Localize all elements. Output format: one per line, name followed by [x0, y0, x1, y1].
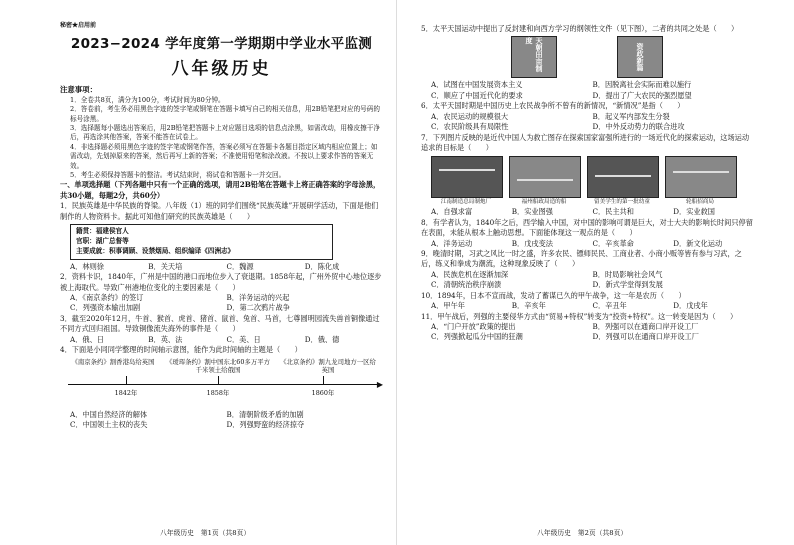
option: A．洋务运动: [431, 238, 473, 248]
option: A．中国自然经济的解体: [70, 409, 148, 419]
notice-item: 3．选择题每小题选出答案后，用2B铅笔把答题卡上对应题目选项的信息点涂黑，如需改动，用橡皮擦干净后，再选涂其他答案，答案不能答在试卷上。: [70, 124, 380, 142]
q5-images: [511, 36, 754, 78]
photo-caption: 江南制造总局制炮厂: [440, 198, 492, 205]
option: B．英、法: [148, 334, 183, 344]
option: C．列强掀起瓜分中国的狂潮: [431, 332, 523, 342]
page-footer: 八年级历史 第2页（共8页）: [537, 529, 628, 537]
timeline-year: 1858年: [206, 388, 230, 397]
question-9: 9．晚清时期，习武之风比一时之盛，许多农民、镖师民民、工商业者、小商小贩等皆有参与习武，之后，练义和拳成为潮流，这种现象反映了（ ）: [421, 248, 742, 269]
option: C．美、日: [226, 334, 261, 344]
option: C．中国领土主权的丧失: [70, 420, 148, 430]
question-11: 11．甲午战后，列强的主要侵华方式由“贸易+特权”转变为“投资+特权”。这一转变是因为（ ）: [421, 311, 738, 321]
notice-item: 1．全卷共8页，满分为100分，考试时间为80分钟。: [70, 96, 225, 104]
option: C．辛丑年: [592, 301, 627, 311]
notice-item: 2．答卷前，考生务必用黑色字迹的签字笔或钢笔在答题卡填写自己的相关信息，用2B铅笔把对应的号码的标号涂黑。: [70, 105, 380, 123]
document-image: [511, 36, 557, 78]
option: D．第二次鸦片战争: [226, 303, 290, 313]
options-q6: [421, 112, 754, 133]
photo-block: [665, 156, 737, 206]
photo-block: [587, 156, 659, 206]
timeline-tick: [323, 376, 324, 384]
card-line: 籍贯：福建侯官人: [76, 226, 129, 235]
secret-mark: 秘密★启用前: [60, 22, 97, 29]
option: A．试图在中国发展资本主义: [431, 80, 523, 90]
option: B．实业图强: [511, 207, 553, 217]
image-text: 资政新篇: [636, 43, 645, 72]
option: D．中外反动势力的联合进攻: [592, 122, 685, 132]
timeline-label: 《北京条约》割九龙司地方一区给英国: [280, 357, 376, 374]
option: A．“门户开放”政策的提出: [431, 322, 516, 332]
section-heading: 一、单项选择题（下列各题中只有一个正确的选项，请用2B铅笔在答题卡上将正确答案的字母涂黑，共30小题，每题2分，共60分）: [60, 180, 381, 200]
option: D．列强可以在通商口岸开设工厂: [592, 332, 699, 342]
options-q4: [60, 410, 383, 431]
timeline-tick: [218, 376, 219, 384]
question-10: 10．1894年，日本不宣而战，发动了蓄谋已久的甲午战争，这一年是农历（ ）: [421, 290, 686, 300]
question-4: 4．下面是小同同学整理的时间轴示意图，能作为此时间轴的主题是（ ）: [60, 345, 302, 355]
question-1: 1．民族英雄是中华民族的脊梁。八年级（1）班的同学们围绕“民族英雄”开展研学活动，下面是他们制作的人物资料卡。据此可知他们研究的民族英雄是（ ）: [60, 201, 379, 221]
timeline-year: 1860年: [311, 388, 335, 397]
option: C．顺应了中国近代化的要求: [431, 90, 523, 100]
option: C．民主共和: [592, 207, 634, 217]
option: D．俄、德: [304, 334, 340, 344]
exam-subtitle: 八年级历史: [171, 59, 272, 79]
timeline-tick: [126, 376, 127, 384]
timeline-label: 《南京条约》割香港岛给英国: [71, 357, 155, 366]
option: A．自强求富: [431, 207, 473, 217]
option: D．提出了广大农民的强烈愿望: [592, 90, 692, 100]
photo-caption: 留美学生的第一批幼童: [594, 198, 650, 205]
arrow-right-icon: ▶: [376, 379, 383, 389]
options-q1: [60, 262, 383, 272]
option: A．林则徐: [70, 261, 104, 271]
option: A．农民运动的规模很大: [431, 111, 509, 121]
timeline-axis: [68, 384, 377, 385]
option: D．新文化运动: [673, 238, 723, 248]
exam-page-2: [397, 0, 794, 545]
option: B．关天培: [148, 261, 183, 271]
options-q7: [421, 207, 754, 217]
photo-caption: 轮船招商局: [686, 198, 714, 205]
page-footer: 八年级历史 第1页（共8页）: [160, 529, 251, 537]
q7-images: [431, 156, 754, 206]
option: B．起义军内部发生分裂: [592, 111, 670, 121]
options-q8: [421, 239, 754, 249]
photo: [587, 156, 659, 198]
option: C．辛亥革命: [592, 238, 634, 248]
photo: [509, 156, 581, 198]
option: B．洋务运动的兴起: [226, 292, 290, 302]
options-q3: [60, 335, 383, 345]
option: C．农民阶级具有局限性: [431, 122, 509, 132]
notice-item: 5．考生必须保持答题卡的整洁。考试结束时，将试卷和答题卡一并交回。: [70, 170, 286, 179]
option: C．列强资本输出加剧: [70, 303, 141, 313]
notice-heading: 注意事项：: [60, 85, 97, 94]
option: B．因脱离社会实际而难以施行: [592, 80, 692, 90]
option: B．时局影响社会风气: [592, 269, 663, 279]
option: A．《南京条约》的签订: [70, 292, 144, 302]
document-image: [617, 36, 663, 78]
option: B．列强可以在通商口岸开设工厂: [592, 322, 699, 332]
photo: [431, 156, 503, 198]
timeline-year: 1842年: [114, 388, 138, 397]
question-8: 8．有学者认为，1840年之后，西学输入中国，对中国的影响可谓是巨大，对士大夫的影响长时间只停留在表面，未能从根本上触动思想。下面能体现这一观点的是（ ）: [421, 217, 753, 238]
option: D．实业救国: [673, 207, 715, 217]
card-line: 官职：湖广总督等: [76, 236, 129, 245]
timeline-label: 《瑷珲条约》割中国东北60多万平方千米领土给俄国: [166, 357, 270, 374]
option: C．魏源: [226, 261, 254, 271]
notice-item: 4．非选择题必须用黑色字迹的签字笔或钢笔作答，答案必须写在答题卡各题目指定区域内相应位置上；如需改动，先划掉原来的答案，然后再写上新的答案；不准使用铅笔和涂改液。不按以上要求作答的答案无效。: [70, 142, 378, 170]
photo: [665, 156, 737, 198]
option: D．新式学堂得到发展: [592, 280, 663, 290]
card-line: 主要成就：积事调顾、设禁烟局、组织编译《四洲志》: [76, 246, 235, 255]
option: A．甲午年: [431, 301, 465, 311]
option: A．俄、日: [70, 334, 104, 344]
option: B．戊戌变法: [511, 238, 553, 248]
question-7: 7．下列图片反映的是近代中国人为救亡图存在探索国家富强所进行的一场近代化的探索运动，这场运动追求的目标是（ ）: [421, 132, 750, 153]
photo-block: [509, 156, 581, 206]
options-q9: [421, 270, 754, 291]
option: D．戊戌年: [673, 301, 708, 311]
timeline: [68, 358, 383, 408]
info-card: [70, 224, 333, 260]
question-3: 3．截至2020年12月，牛首、猴首、虎首、猪首、鼠首、兔首、马首，七尊圆明园流失兽首铜像通过不同方式回归祖国。导致铜像流失海外的事件是（ ）: [60, 313, 380, 334]
options-q10: [421, 301, 754, 311]
question-5: 5．太平天国运动中提出了反封建和向西方学习的纲领性文件（见下图），二者的共同之处是（ ）: [421, 24, 739, 33]
question-6: 6．太平天国时期是中国历史上农民战争所不曾有的新情况，“新情况”是指（ ）: [421, 101, 685, 111]
exam-title: 2023−2024 学年度第一学期期中学业水平监测: [70, 36, 373, 52]
options-q5: [421, 80, 754, 101]
option: B．清朝阶级矛盾的加剧: [226, 409, 304, 419]
photo-block: [431, 156, 503, 206]
options-q2: [60, 293, 383, 314]
option: B．辛亥年: [511, 301, 546, 311]
option: D．陈化成: [304, 261, 340, 271]
photo-caption: 福州船政局造的船: [521, 198, 567, 205]
option: D．列强野蛮的经济掠夺: [226, 420, 305, 430]
image-text: 天朝田亩制度: [525, 37, 544, 73]
options-q11: [421, 322, 754, 343]
option: A．民族危机在逐渐加深: [431, 269, 509, 279]
question-2: 2．资料卡识，1840年，广州是中国的港口而地位步入了衰退期。1858年起，广州外贸中心地位逐步被上海取代。导致广州港地位变化的主要因素是（ ）: [60, 272, 382, 292]
option: C．清朝统治秩序崩溃: [431, 280, 502, 290]
